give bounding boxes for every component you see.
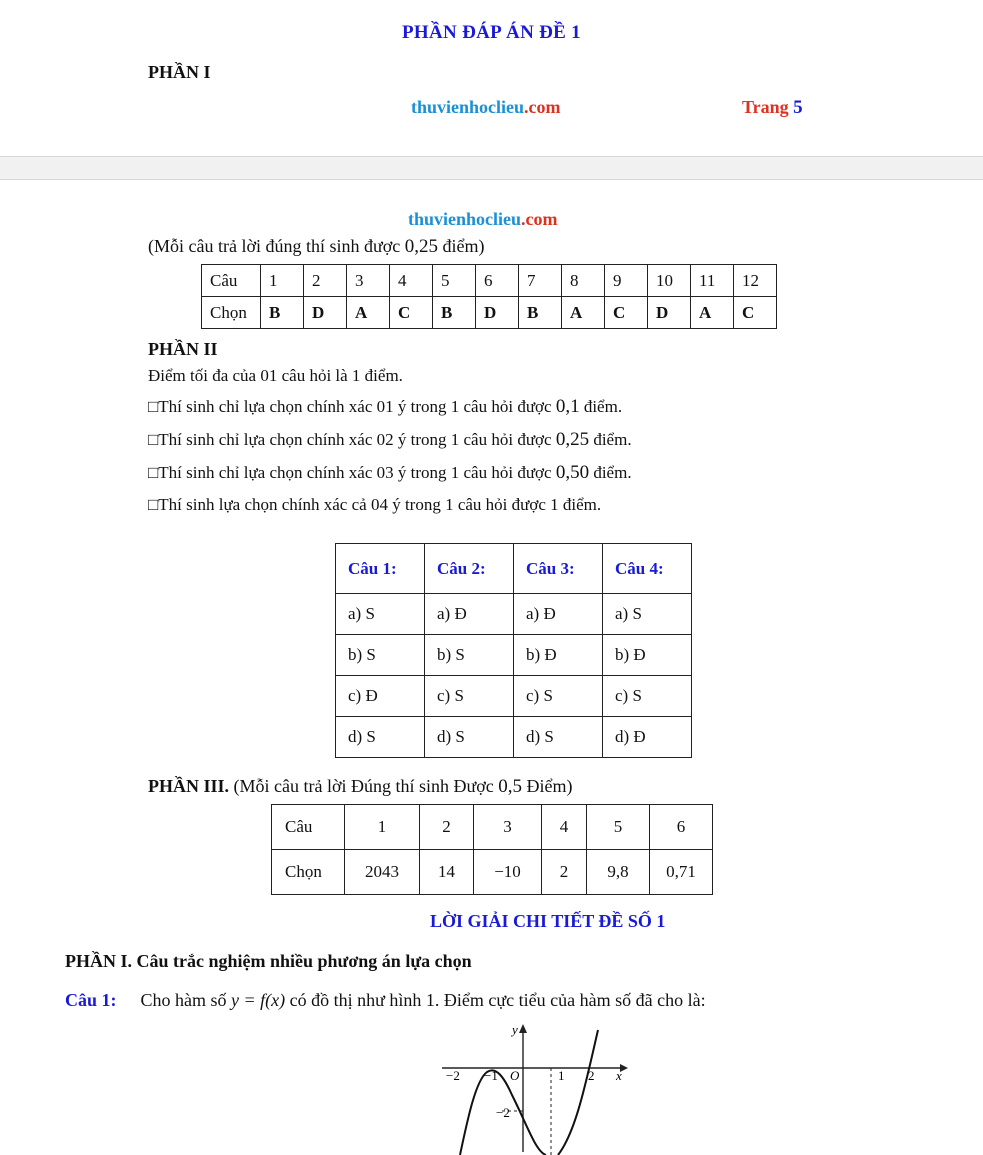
part3-note [148,776,573,798]
table-cell: 1 [261,265,304,297]
header-site-link[interactable] [411,97,561,118]
question-label: Câu 1: [65,990,117,1010]
solution-title: LỜI GIẢI CHI TIẾT ĐỀ SỐ 1 [430,911,666,931]
answer-cell: C [390,297,433,329]
note-pre: (Mỗi câu trả lời đúng thí sinh được [148,236,405,256]
answer-cell: 2043 [345,850,420,895]
note-pre: (Mỗi câu trả lời Đúng thí sinh Được [229,776,499,796]
table-row [336,717,692,758]
table-cell: 11 [691,265,734,297]
question-1 [65,990,706,1011]
x-label: x [616,1068,622,1083]
table-cell: 6 [476,265,519,297]
table-cell: a) S [336,594,425,635]
answer-cell: 9,8 [587,850,650,895]
table-row-answers [202,297,777,329]
rule-num: 0,50 [555,462,590,483]
tick-label: −2 [446,1068,460,1083]
table-cell: 6 [650,805,713,850]
answer-cell: A [691,297,734,329]
table-cell: 1 [345,805,420,850]
tick-label: −1 [484,1068,498,1083]
part1-answer-table [201,264,777,329]
column-header: Câu 4: [603,544,692,594]
table-cell: 4 [390,265,433,297]
table-cell: a) S [603,594,692,635]
table-cell: c) S [603,676,692,717]
table-cell: d) Đ [603,717,692,758]
answer-cell: 2 [542,850,587,895]
table-cell: 2 [304,265,347,297]
table-cell: b) Đ [514,635,603,676]
question-formula: y = f(x) [231,990,286,1010]
section-heading: PHẦN I. Câu trắc nghiệm nhiều phương án lựa chọn [65,951,472,971]
answer-cell: −10 [474,850,542,895]
rule-text: □Thí sinh chỉ lựa chọn chính xác 03 ý trong 1 câu hỏi được [148,463,556,482]
y-label: y [512,1022,518,1037]
table-cell: 4 [542,805,587,850]
table-header-row [336,544,692,594]
site-name-a: thuvienhoclieu [411,97,525,117]
page-number [742,97,803,119]
rule-post: điểm. [589,463,632,482]
table-row-answers [272,850,713,895]
table-row [336,635,692,676]
part2-intro: Điểm tối đa của 01 câu hỏi là 1 điểm. [148,366,403,385]
origin-label: O [510,1068,520,1083]
rule-num: 0,25 [555,429,590,450]
answer-cell: B [433,297,476,329]
answer-cell: A [347,297,390,329]
part2-rule [148,495,601,515]
answer-cell: D [648,297,691,329]
rule-num: 0,1 [555,396,580,417]
table-cell: d) S [514,717,603,758]
table-row-numbers [272,805,713,850]
table-cell: b) S [336,635,425,676]
column-header: Câu 2: [425,544,514,594]
answer-cell: C [734,297,777,329]
table-row [336,676,692,717]
row-label: Chọn [202,297,261,329]
tick-label: 1 [558,1068,565,1083]
note-num: 0,25 [404,236,439,257]
part2-rule [148,429,632,451]
table-cell: 5 [587,805,650,850]
table-cell: 7 [519,265,562,297]
answer-cell: D [304,297,347,329]
column-header: Câu 3: [514,544,603,594]
answer-cell: A [562,297,605,329]
row-label: Câu [272,805,345,850]
rule-text: □Thí sinh chỉ lựa chọn chính xác 01 ý trong 1 câu hỏi được [148,397,556,416]
answer-cell: D [476,297,519,329]
tick-label: 2 [588,1068,595,1083]
answer-cell: 14 [420,850,474,895]
page-num: 5 [793,97,803,118]
table-cell: d) S [336,717,425,758]
part2-rule [148,462,632,484]
column-header: Câu 1: [336,544,425,594]
part1-heading-top: PHẦN I [148,62,211,82]
row-label: Câu [202,265,261,297]
table-cell: 12 [734,265,777,297]
answer-cell: C [605,297,648,329]
table-cell: a) Đ [425,594,514,635]
part3-answer-table [271,804,713,895]
page-break [0,156,983,180]
part1-note [148,236,485,258]
table-cell: 10 [648,265,691,297]
answer-title: PHẦN ĐÁP ÁN ĐỀ 1 [402,22,581,43]
part2-heading: PHẦN II [148,339,218,359]
table-cell: c) Đ [336,676,425,717]
table-cell: c) S [514,676,603,717]
table-cell: 9 [605,265,648,297]
table-cell: b) Đ [603,635,692,676]
part2-rule [148,396,622,418]
table-cell: b) S [425,635,514,676]
table-cell: 3 [474,805,542,850]
site-name-a: thuvienhoclieu [408,209,522,229]
question-post: có đồ thị như hình 1. Điểm cực tiểu của hàm số đã cho là: [285,990,706,1010]
question-pre: Cho hàm số [140,990,232,1010]
table-row [336,594,692,635]
note-num: 0,5 [498,776,523,797]
answer-cell: B [519,297,562,329]
part3-heading: PHẦN III. [148,776,230,796]
table-row-numbers [202,265,777,297]
table-cell: 2 [420,805,474,850]
rule-post: điểm. [579,397,623,416]
page-label: Trang [742,97,794,117]
rule-text: □Thí sinh chỉ lựa chọn chính xác 02 ý trong 1 câu hỏi được [148,430,556,449]
table-cell: c) S [425,676,514,717]
answer-cell: B [261,297,304,329]
rule-post: điểm. [589,430,632,449]
tick-label: −2 [496,1105,510,1120]
table-cell: 3 [347,265,390,297]
note-post: Điểm) [522,776,573,796]
row-label: Chọn [272,850,345,895]
part2-answer-table [335,543,692,758]
site-name-b: .com [521,209,558,229]
table-cell: 8 [562,265,605,297]
table-cell: d) S [425,717,514,758]
site-name-b: .com [524,97,561,117]
note-post: điểm) [438,236,485,256]
table-cell: 5 [433,265,476,297]
answer-cell: 0,71 [650,850,713,895]
rule-text: □Thí sinh lựa chọn chính xác cả 04 ý trong 1 câu hỏi được 1 điểm. [148,495,602,514]
y-axis-arrow-icon [519,1024,527,1033]
table-cell: a) Đ [514,594,603,635]
function-graph [436,1022,636,1155]
site-link[interactable] [408,209,558,230]
curve-2 [558,1030,598,1155]
